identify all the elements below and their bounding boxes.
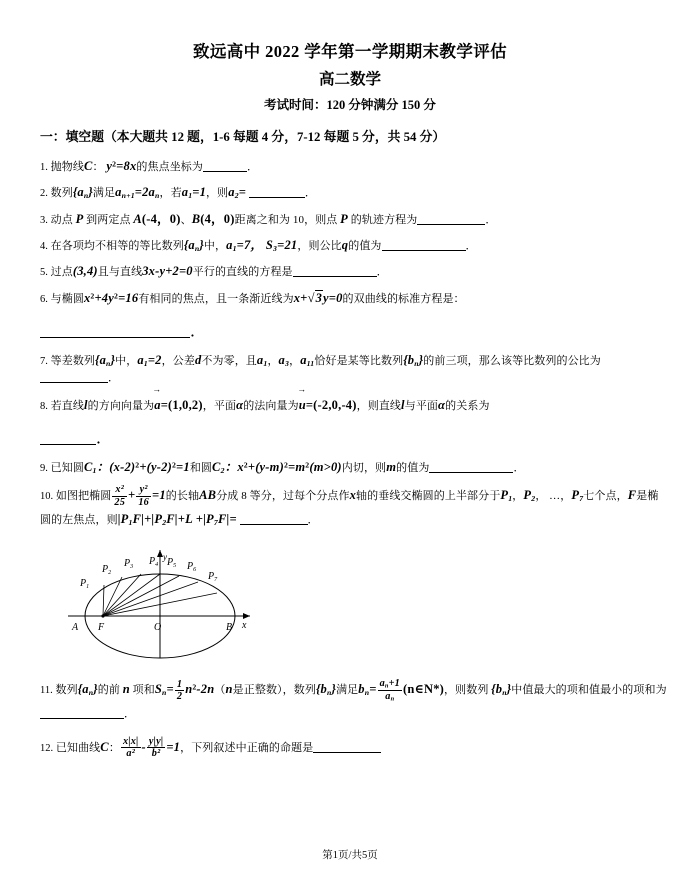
target-term: $a_2=$ [228, 185, 247, 201]
question-text-3: 分成 8 等分，过每个分点作 [216, 490, 350, 503]
question-number: 10. [40, 491, 54, 503]
question-text-6: 的前三项，那么该等比数列的公比为 [423, 355, 601, 368]
question-text-3: 平行的直线的方程是 [192, 266, 293, 279]
question-8 [40, 395, 668, 415]
label-y-axis: y [163, 552, 167, 563]
fraction-x: $\frac{\text{x²}}{25}$ [114, 484, 126, 508]
question-text-7: 的关系为 [445, 399, 490, 412]
question-text-3: ，公差 [161, 355, 195, 368]
question-10: 10. 如图把椭圆 $\frac{\text{x²}}{25}$ + $\frac{\text{y²}}{16}$ =1的长轴AB分成 8 等分，过每个分点作x轴的垂线交椭圆的上半部分于$P_1$，$P_2$， …，$P_7$七个点，F是椭圆的左焦点，则$|P_1F|+|P_2F|+L +|P_7F|=$ ． [40, 484, 659, 528]
initial-term: $a_1=1$ [181, 185, 207, 201]
question-text-3: 内切，则 [341, 461, 387, 474]
equation: $y^2=8x$ [106, 158, 137, 173]
label-a: A [72, 622, 79, 634]
ellipse-diagram-svg [50, 538, 300, 666]
b-sequence-2: $\{b_n\}$ [491, 682, 512, 698]
question-5: 5. 过点(3,4)且与直线3x-y+2=0平行的直线的方程是 ． [40, 264, 388, 279]
b-sequence: $\{b_n\}$ [403, 353, 424, 369]
sequence-notation: $\{a_n\}$ [77, 682, 98, 698]
fraction-y: $\frac{y|y|}{\text{b²}}$ [148, 735, 164, 760]
colon: ： [108, 741, 120, 754]
label-b: B [226, 622, 233, 634]
answer-blank[interactable] [203, 171, 247, 172]
answer-blank[interactable] [313, 752, 381, 753]
question-text-2: 满足 [92, 187, 116, 200]
direction-vector: → a=(1,0,2) [154, 398, 203, 412]
question-text-6: 满足 [336, 684, 359, 697]
question-3: 3. 动点 P 到两定点 A(-4，0)、B(4，0)距离之和为 10，则点 P 的轨迹方程为 ． [40, 211, 497, 226]
point-label-p1: $P_1$ [80, 578, 90, 591]
question-text-4: 不为零，且 [201, 355, 257, 368]
question-text-3: 的双曲线的标准方程是： [342, 292, 465, 305]
label-o: O [154, 622, 162, 634]
asymptote-equation: x+√3y=0 [293, 290, 343, 305]
question-text: 如图把椭圆 [55, 490, 112, 503]
answer-blank-row-q6: ． [40, 318, 668, 341]
point-label-p3: $P_3$ [124, 558, 134, 571]
question-text-3: 距离之和为 10，则点 [234, 213, 338, 226]
question-6 [40, 289, 668, 308]
ellipse-equation: $\frac{\text{x²}}{25}$ + $\frac{\text{y²}}{16}$ =1 [114, 484, 166, 508]
term-3: $a_3$ [278, 353, 290, 369]
plane-alpha: α [236, 397, 244, 412]
question-text: 数列 [50, 187, 73, 200]
question-text-2: 的前 [97, 684, 120, 697]
line-l2: l [401, 397, 405, 412]
ratio-q: q [341, 237, 349, 252]
point-label-p4: $P_4$ [149, 556, 159, 569]
point-a-coord: (-4，0) [141, 211, 181, 226]
question-text: 已知圆 [50, 461, 84, 474]
question-text-8: 中值最大的项和值最小的项和为 [511, 684, 667, 697]
answer-blank[interactable] [40, 337, 190, 338]
question-number: 6. [40, 293, 48, 305]
index-n: n [122, 682, 130, 697]
point-p1: $P_1$ [500, 488, 513, 504]
answer-blank[interactable] [293, 276, 377, 277]
question-text-5: ，则直线 [356, 399, 402, 412]
sequence-notation: $\{a_n\}$ [72, 185, 93, 201]
index-n2: n [225, 682, 233, 697]
comma-2: ， [289, 355, 301, 368]
question-9: 9. 已知圆$C_1$：$(x-2)^2+(y-2)^2=1$和圆$C_2$：$x^2+(y-m)^2=m^2(m>0)$内切，则m的值为 ． [40, 459, 525, 475]
circle-c1: $C_1$：$(x-2)^2+(y-2)^2=1$ [83, 459, 190, 475]
fraction-half: $\frac{1}{2}$ [176, 678, 183, 703]
question-text: 抛物线 [50, 160, 84, 173]
point-p2: $P_2$ [523, 488, 536, 504]
answer-blank[interactable] [240, 524, 308, 525]
b-sequence: $\{b_n\}$ [315, 682, 337, 698]
fraction-x: $\frac{x|x|}{\text{a²}}$ [122, 735, 139, 760]
question-number: 11. [40, 685, 53, 697]
answer-blank[interactable] [417, 224, 485, 225]
question-text-4: ，则 [206, 187, 229, 200]
variable-m: m [386, 459, 397, 474]
question-number: 3. [40, 214, 48, 226]
question-text: 等差数列 [50, 355, 96, 368]
question-text-6: 与平面 [404, 399, 439, 412]
plane-alpha2: α [438, 397, 446, 412]
colon: ： [92, 160, 104, 173]
question-text-4: 的轨迹方程为 [350, 213, 418, 226]
curve-label: C [83, 158, 93, 173]
question-text-2: 的长轴 [165, 490, 200, 503]
circle-c2: $C_2$：$x^2+(y-m)^2=m^2(m>0)$ [212, 459, 342, 475]
fraction-y: $\frac{\text{y²}}{16}$ [138, 484, 150, 508]
sum-formula: $S_n=$ $\frac{1}{2}$ $n^2-2n$ [154, 678, 215, 703]
question-number: 7. [40, 356, 48, 368]
point-b: B [191, 211, 201, 226]
question-text-3: 项和 [132, 684, 155, 697]
question-text-4: 的值为 [396, 461, 430, 474]
page-footer: 第1页/共5页 [322, 850, 378, 862]
question-4: 4. 在各项均不相等的等比数列$\{a_n\}$中，$a_1=7$， $S_3=21$，则公比q的值为 ． [40, 237, 477, 253]
question-text-2: 的方向向量为 [87, 399, 155, 412]
point-b-coord: (4，0) [200, 211, 235, 226]
recurrence: $a_{n+1}=2a_n$ [115, 185, 160, 201]
question-text-5: 恰好是某等比数列 [314, 355, 404, 368]
question-text-3: ，若 [159, 187, 182, 200]
sum-s3: $S_3=21$ [265, 237, 298, 253]
answer-blank[interactable] [40, 382, 108, 383]
term-11: $a_{11}$ [300, 353, 315, 369]
answer-blank-row-q8: ． [40, 425, 668, 448]
question-text-tail: 的焦点坐标为 [136, 160, 204, 173]
point-label-p7: $P_7$ [208, 571, 218, 584]
focus-point-dot [101, 615, 104, 618]
first-term: $a_1=2$ [137, 353, 162, 369]
question-text-2: 到两定点 [86, 213, 131, 226]
question-2: 2. 数列$\{a_n\}$满足$a_{n+1}=2a_n$，若$a_1=1$，则$a_2=$ ． [40, 185, 316, 201]
question-number: 5. [40, 267, 48, 279]
paren-open: （ [214, 684, 226, 697]
answer-blank[interactable] [249, 197, 305, 198]
b-formula: $b_n=$ $\frac{a_n+1}{a_n}$ (n∈N*) [358, 678, 445, 703]
question-text-2: 中， [115, 355, 138, 368]
ellipsis: …， [549, 490, 572, 503]
question-text-4: 的法向量为 [243, 399, 299, 412]
question-12 [40, 735, 668, 760]
question-text: 与椭圆 [50, 292, 84, 305]
question-text: 在各项均不相等的等比数列 [50, 239, 184, 252]
point-p: P [75, 211, 84, 226]
vector-arrow-u: → u [299, 395, 306, 415]
question-text-2: ，下列叙述中正确的命题是 [180, 741, 314, 754]
question-text: 已知曲线 [55, 741, 101, 754]
question-1: 1. 抛物线C： $y^2=8x$的焦点坐标为 ． [40, 158, 259, 173]
distance-sum-expression: $|P_1F|+|P_2F|+L +|P_7F|=$ [117, 512, 237, 528]
answer-blank[interactable] [382, 250, 466, 251]
answer-blank[interactable] [40, 444, 96, 445]
comma: ， [512, 490, 524, 503]
curve-equation: $\frac{x|x|}{\text{a²}}$ - $\frac{y|y|}{\text{b²}}$ =1 [122, 735, 181, 760]
page-title: 致远高中 2022 学年第一学期期末教学评估 [192, 42, 508, 61]
answer-blank[interactable] [40, 718, 124, 719]
point-p7: $P_7$ [571, 488, 584, 504]
ellipse-figure [50, 538, 668, 671]
point-coord: (3,4) [72, 264, 98, 279]
point-label-p2: $P_2$ [102, 564, 112, 577]
question-number: 9. [40, 462, 48, 474]
question-text-2: 和圆 [189, 461, 213, 474]
frac-numerator: $a_n+1$ [379, 678, 400, 690]
question-number: 2. [40, 188, 48, 200]
sequence-notation: $\{a_n\}$ [95, 353, 116, 369]
exam-info: 考试时间：120 分钟满分 150 分 [264, 98, 436, 113]
question-text: 若直线 [50, 399, 84, 412]
question-text-3: ，平面 [202, 399, 237, 412]
vector-arrow-a: → a [154, 395, 160, 415]
comma-2: ， [535, 490, 547, 503]
first-term: $a_1=7$， [226, 237, 264, 253]
question-text-6: 是椭圆的左焦点，则 [40, 490, 659, 527]
frac-denominator: $a_n$ [385, 691, 395, 703]
point-label-p6: $P_6$ [187, 561, 197, 574]
focus-f: F [627, 488, 637, 503]
comma: ， [267, 355, 279, 368]
question-text: 数列 [55, 684, 78, 697]
question-text-5: 是正整数），数列 [232, 684, 316, 697]
x-axis-label: x [349, 488, 357, 503]
question-text-5: 七个点， [583, 490, 628, 503]
ellipse-equation: $x^2+4y^2=16$ [83, 290, 139, 305]
normal-vector: → u=(-2,0,-4) [299, 398, 357, 412]
question-text-3: ，则公比 [297, 239, 342, 252]
question-text-4: 的值为 [348, 239, 382, 252]
segment-ab: AB [199, 488, 217, 503]
question-text-2: 有相同的焦点，且一条渐近线为 [138, 292, 294, 305]
sequence-notation: $\{a_n\}$ [183, 237, 204, 253]
question-text: 过点 [50, 266, 73, 279]
term-1: $a_1$ [256, 353, 268, 369]
question-7: 7. 等差数列$\{a_n\}$中，$a_1=2$，公差d不为零，且$a_1$，$a_3$，$a_{11}$恰好是某等比数列$\{b_n\}$的前三项，那么该等比数列的公比为． [40, 353, 601, 385]
question-number: 1. [40, 161, 48, 173]
section-heading: 一：填空题（本大题共 12 题，1-6 每题 4 分，7-12 每题 5 分，共 54 分） [40, 130, 446, 145]
question-text-7: ，则数列 [444, 684, 489, 697]
question-number: 8. [40, 400, 48, 412]
question-text: 动点 [50, 213, 73, 226]
line-l: l [83, 397, 88, 412]
question-11: 11. 数列$\{a_n\}$的前 n 项和$S_n=$ $\frac{1}{2}$ $n^2-2n(n$是正整数），数列$\{b_n\}$满足$b_n=$ $\frac{a_n+1}{a_n}$ (n∈N*)，则数列 $\{b_n\}$中值最大的项和值最小的项和为． [40, 678, 667, 720]
subject-title: 高二数学 [318, 70, 381, 88]
point-label-p5: $P_5$ [167, 557, 177, 570]
x-axis-arrow [243, 613, 250, 619]
line-equation: 3x-y+2=0 [142, 264, 193, 279]
question-text-4: 轴的垂线交椭圆的上半部分于 [356, 490, 501, 503]
point-a: A [133, 211, 142, 226]
separator: 、 [180, 213, 192, 226]
answer-blank[interactable] [429, 472, 513, 473]
question-text-2: 中， [203, 239, 227, 252]
common-difference: d [194, 353, 202, 368]
label-f: F [98, 622, 105, 634]
point-p2: P [340, 211, 349, 226]
question-number: 4. [40, 240, 48, 252]
label-x-axis: x [242, 620, 247, 632]
curve-label: C [100, 739, 109, 754]
fraction-b [378, 678, 402, 702]
question-text-2: 且与直线 [97, 266, 143, 279]
question-number: 12. [40, 742, 54, 754]
